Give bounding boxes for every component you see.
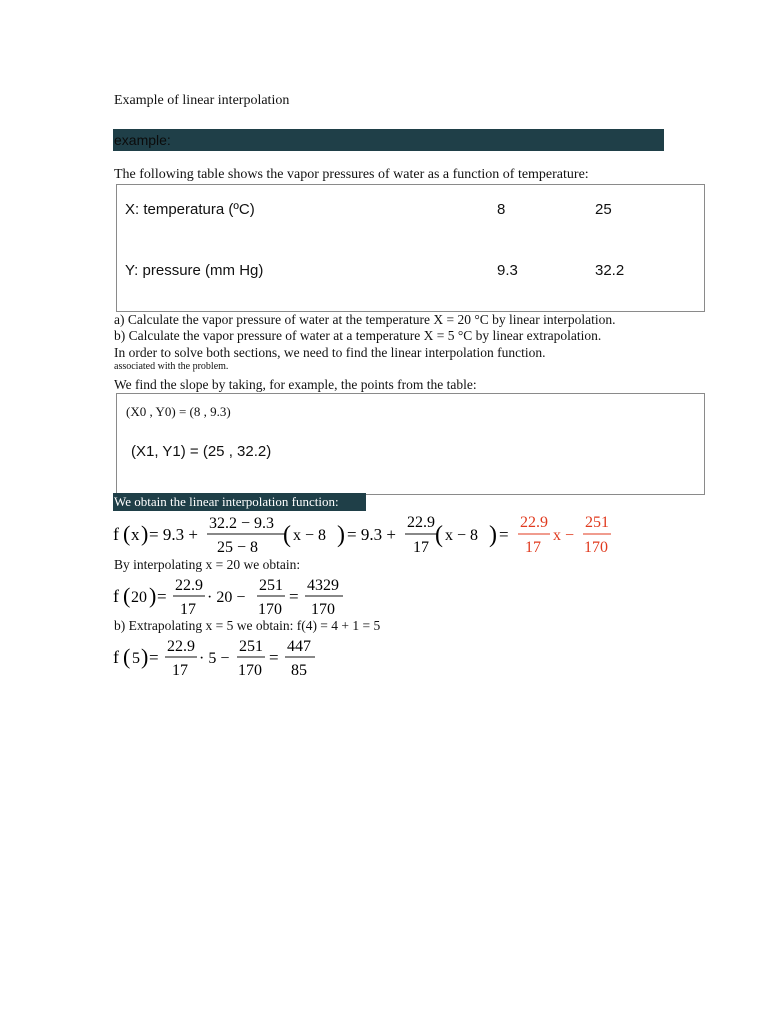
paren-close: ) <box>337 522 345 548</box>
extrap-frac3-num: 447 <box>287 638 311 655</box>
table-cell: 8 <box>497 201 506 218</box>
question-a: a) Calculate the vapor pressure of water at the temperature X = 20 °C by linear interpolation. <box>114 312 616 327</box>
point-0: (X0 , Y0) = (8 , 9.3) <box>126 404 231 419</box>
interp-frac1-num: 22.9 <box>175 577 203 594</box>
extrap-frac2-den: 170 <box>238 662 262 679</box>
section-header-bar <box>113 129 664 151</box>
paren-open: ( <box>123 521 131 546</box>
math-eq3: = <box>499 525 509 544</box>
interp-frac2-num: 251 <box>259 577 283 594</box>
extrap-formula <box>113 633 353 681</box>
extrap-frac2-num: 251 <box>239 638 263 655</box>
result-frac1-num: 22.9 <box>520 514 548 531</box>
result-x: x − <box>553 527 575 544</box>
paren-close: ) <box>141 644 149 669</box>
math-eq: = <box>149 648 159 667</box>
extrap-frac1-num: 22.9 <box>167 638 195 655</box>
interp-arg: 20 <box>131 589 147 606</box>
interp-frac3-num: 4329 <box>307 577 339 594</box>
interp-frac3-den: 170 <box>311 601 335 618</box>
data-table <box>116 184 705 312</box>
extrap-frac1-den: 17 <box>172 662 188 679</box>
frac2-num: 22.9 <box>407 514 435 531</box>
extrap-frac3-den: 85 <box>291 662 307 679</box>
paren-close: ) <box>141 521 149 546</box>
math-eq2: = 9.3 + <box>347 525 396 544</box>
math-xm8: x − 8 <box>293 527 327 544</box>
interp-formula <box>113 572 373 620</box>
extrap-eq: = <box>269 648 279 667</box>
table-cell: 25 <box>595 201 612 218</box>
math-x: x <box>131 525 140 544</box>
frac1-num: 32.2 − 9.3 <box>209 515 275 532</box>
math-eq1: = 9.3 + <box>149 525 198 544</box>
math-f: f <box>113 586 119 606</box>
table-row-label: Y: pressure (mm Hg) <box>125 262 264 279</box>
interp-mul: · 20 − <box>207 589 246 606</box>
result-frac2-den: 170 <box>584 539 608 556</box>
function-label: We obtain the linear interpolation function: <box>114 494 339 509</box>
interp-eq: = <box>289 587 299 606</box>
paren-open: ( <box>435 522 443 548</box>
paren-open: ( <box>123 583 131 608</box>
frac2-den: 17 <box>413 539 429 556</box>
paren-open: ( <box>283 522 291 548</box>
associated-text: associated with the problem. <box>114 361 229 372</box>
extrap-arg: 5 <box>132 650 140 667</box>
interp-label: By interpolating x = 20 we obtain: <box>114 557 301 572</box>
function-formula <box>113 510 623 560</box>
frac1-den: 25 − 8 <box>217 539 259 556</box>
points-box <box>116 393 705 495</box>
result-frac2-num: 251 <box>585 514 609 531</box>
question-b: b) Calculate the vapor pressure of water at a temperature X = 5 °C by linear extrapolation. <box>114 328 602 343</box>
interp-frac1-den: 17 <box>180 601 196 618</box>
math-eq: = <box>157 587 167 606</box>
table-cell: 9.3 <box>497 262 518 279</box>
section-label: example: <box>114 132 171 148</box>
page-title: Example of linear interpolation <box>114 93 290 108</box>
function-header-bar <box>113 493 366 511</box>
point-1: (X1, Y1) = (25 , 32.2) <box>131 443 272 460</box>
extrap-label: b) Extrapolating x = 5 we obtain: f(4) = 4 + 1 = 5 <box>114 618 381 633</box>
extrap-mul: · 5 − <box>199 650 230 667</box>
intro-text: The following table shows the vapor pressures of water as a function of temperature: <box>114 167 589 182</box>
table-row-label: X: temperatura (ºC) <box>125 201 255 218</box>
result-frac1-den: 17 <box>525 539 541 556</box>
paren-close: ) <box>149 583 157 608</box>
table-cell: 32.2 <box>595 262 625 279</box>
math-xm8b: x − 8 <box>445 527 479 544</box>
interp-frac2-den: 170 <box>258 601 282 618</box>
paren-close: ) <box>489 522 497 548</box>
paren-open: ( <box>123 644 131 669</box>
slope-text: We find the slope by taking, for example, the points from the table: <box>114 377 477 392</box>
math-f: f <box>113 524 119 544</box>
math-f: f <box>113 647 119 667</box>
solve-text: In order to solve both sections, we need to find the linear interpolation function. <box>114 345 546 360</box>
